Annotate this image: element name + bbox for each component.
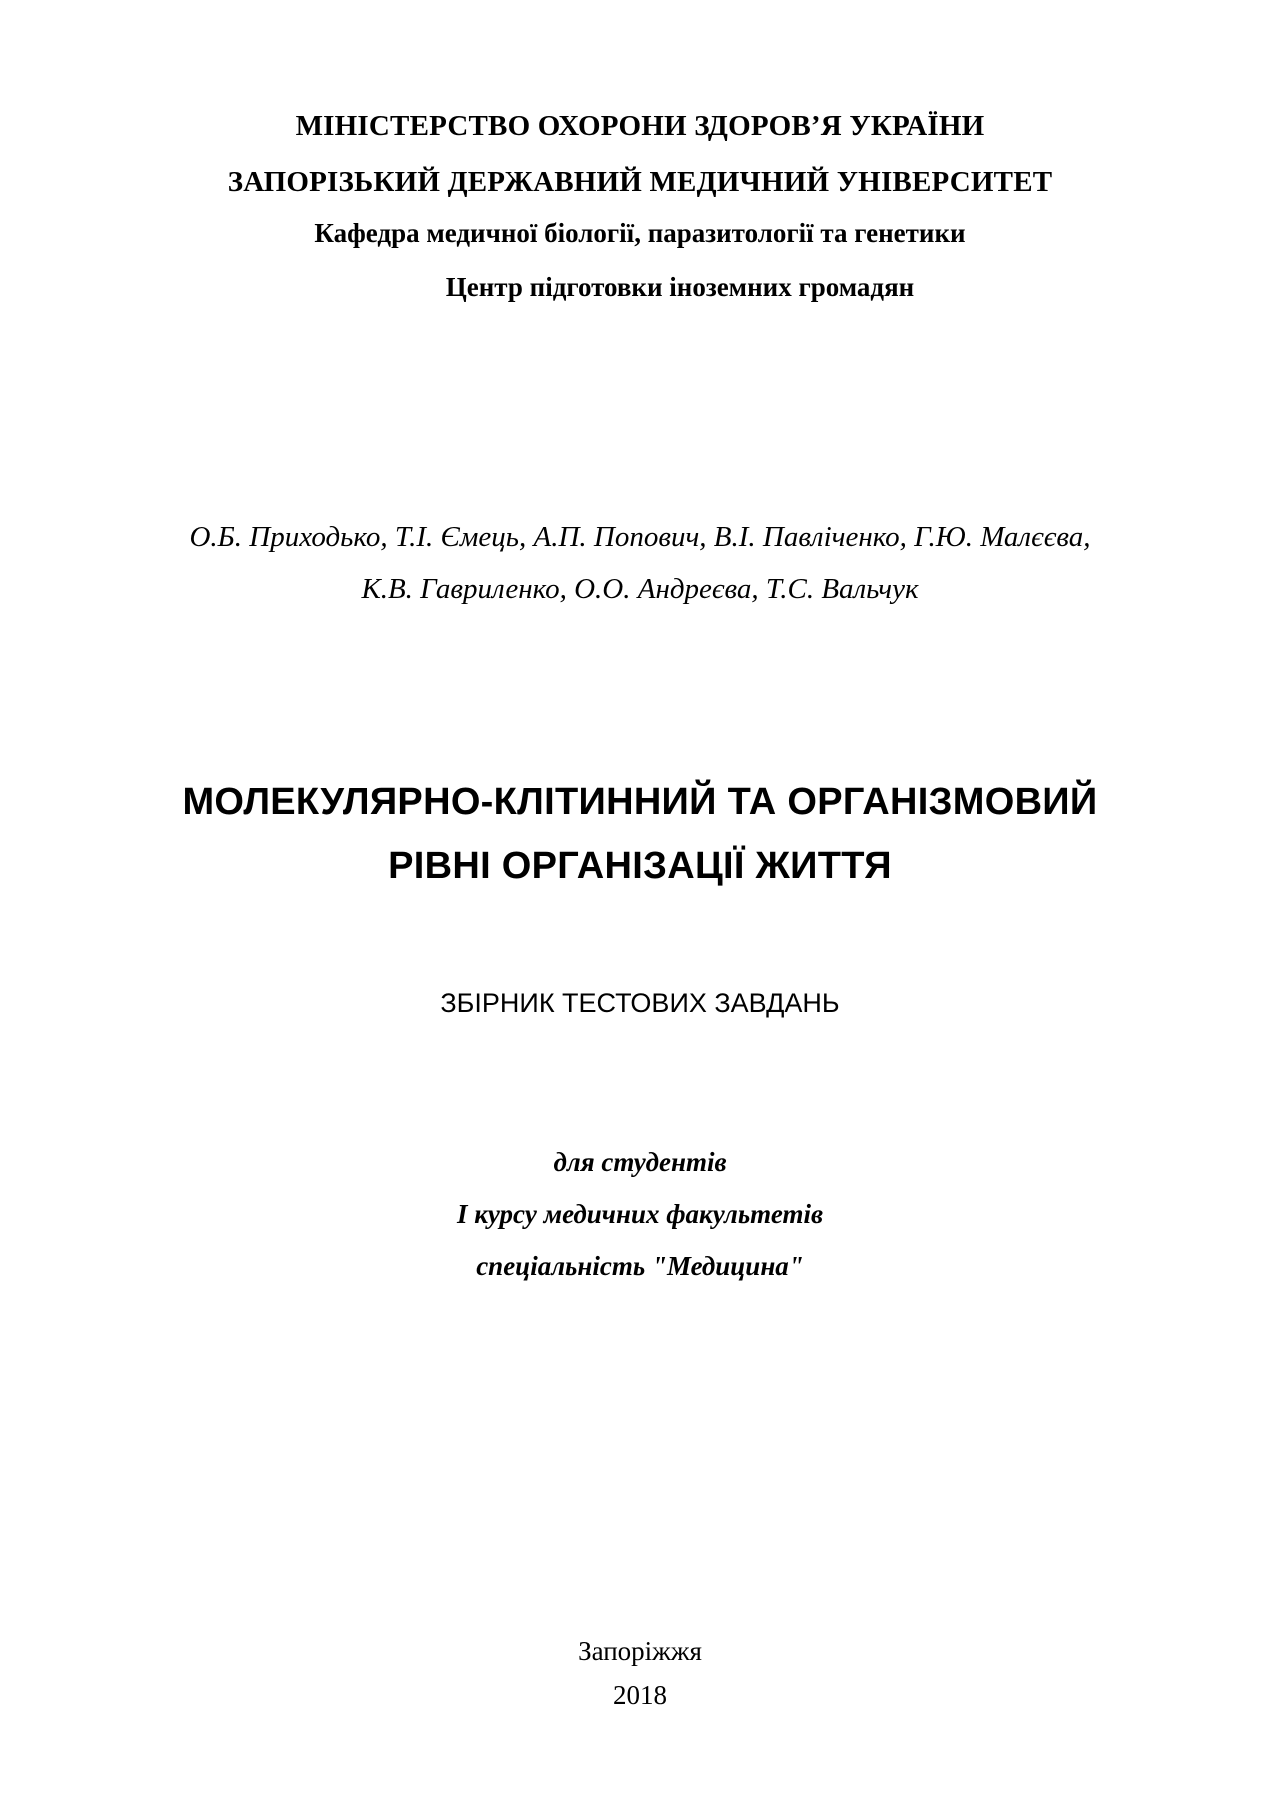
department-heading: Кафедра медичної біології, паразитології та генетики — [314, 218, 966, 248]
imprint-year: 2018 — [613, 1680, 667, 1710]
ministry-heading: МІНІСТЕРСТВО ОХОРОНИ ЗДОРОВ’Я УКРАЇНИ — [295, 110, 985, 142]
audience-line-3: спеціальність "Медицина" — [476, 1251, 804, 1281]
authors-line-2: К.В. Гавриленко, О.О. Андреєва, Т.С. Вальчук — [361, 573, 919, 605]
book-title-line-2: РІВНІ ОРГАНІЗАЦІЇ ЖИТТЯ — [388, 845, 892, 887]
book-title-line-1: МОЛЕКУЛЯРНО-КЛІТИННИЙ ТА ОРГАНІЗМОВИЙ — [182, 781, 1098, 823]
authors-line-1: О.Б. Приходько, Т.І. Ємець, А.П. Попович, В.І. Павліченко, Г.Ю. Малєєва, — [189, 521, 1091, 553]
university-heading: ЗАПОРІЗЬКИЙ ДЕРЖАВНИЙ МЕДИЧНИЙ УНІВЕРСИТЕТ — [227, 166, 1053, 198]
audience-line-2: І курсу медичних факультетів — [456, 1199, 824, 1229]
book-subtitle: ЗБІРНИК ТЕСТОВИХ ЗАВДАНЬ — [440, 988, 840, 1018]
imprint-city: Запоріжжя — [578, 1636, 702, 1666]
center-heading: Центр підготовки іноземних громадян — [445, 272, 915, 302]
audience-line-1: для студентів — [553, 1147, 727, 1177]
